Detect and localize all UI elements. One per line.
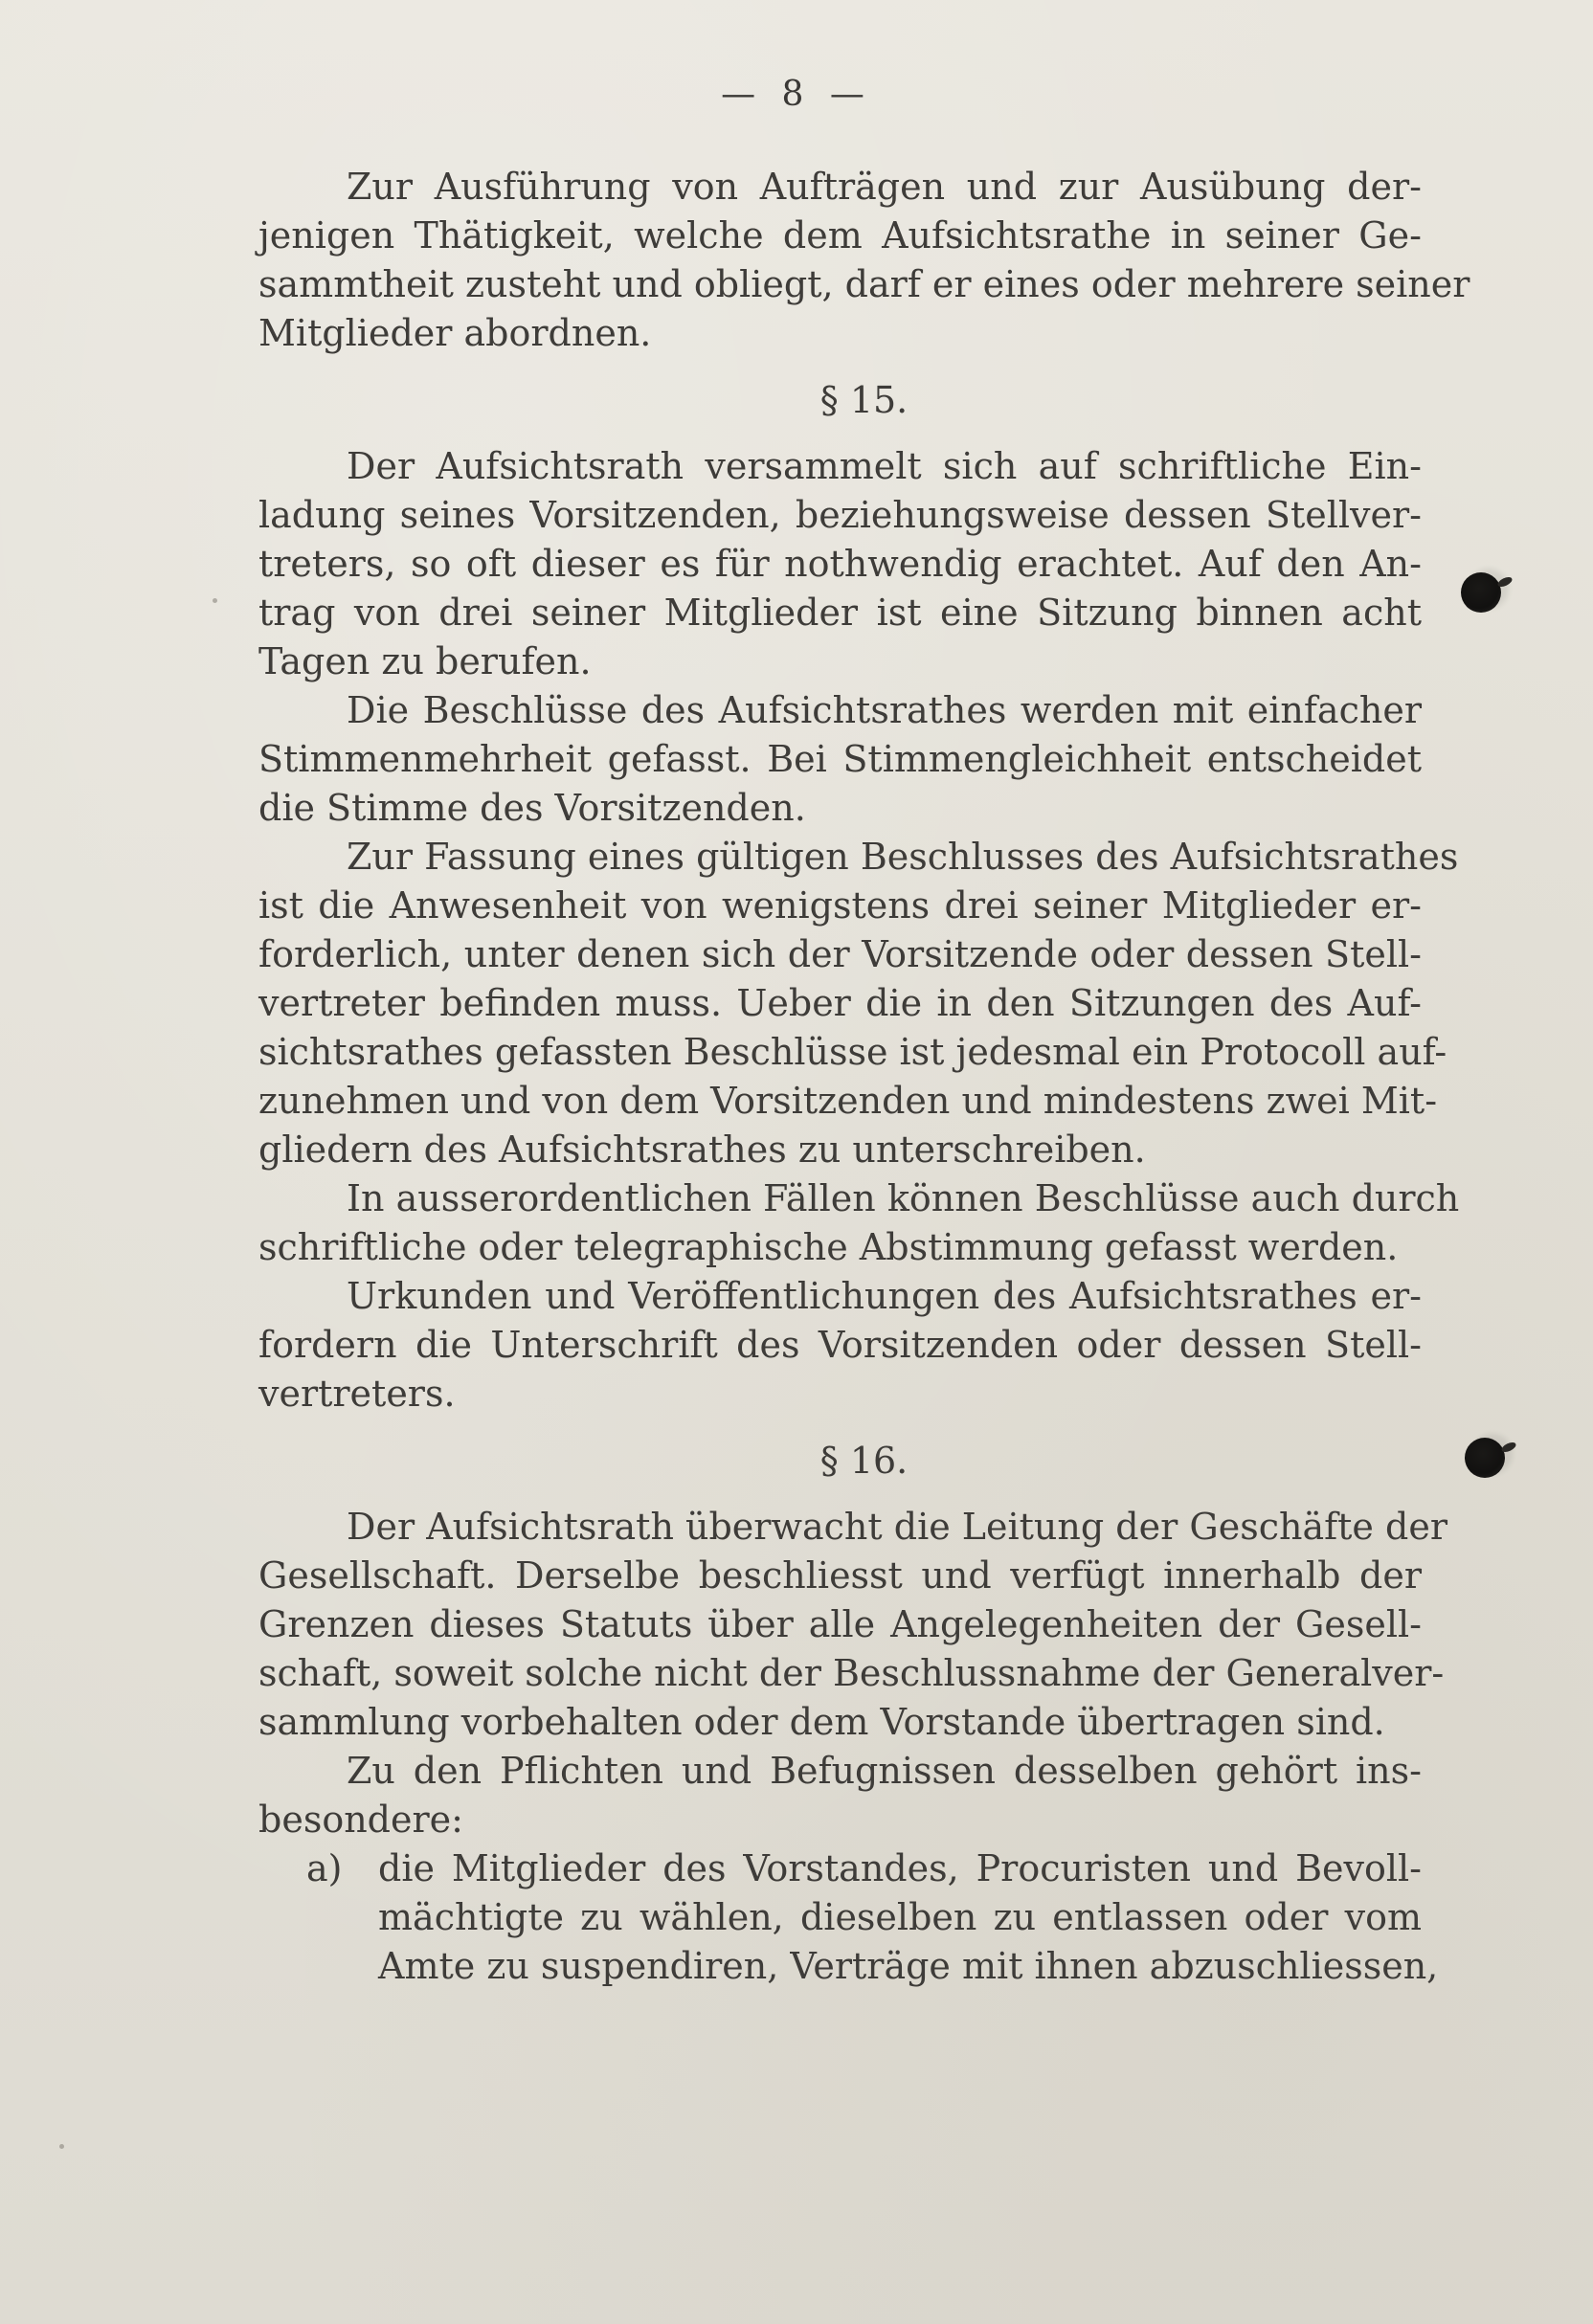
section-15-paragraph-1 (258, 442, 1422, 686)
text-line: die Stimme des Vorsitzenden. (258, 787, 806, 829)
text-line: sichtsrathes gefassten Beschlüsse ist jedesmal ein Protocoll auf- (258, 1031, 1447, 1073)
text-line: Zu den Pflichten und Befugnissen desselben gehört ins- (347, 1750, 1422, 1792)
section-15-paragraph-3 (258, 833, 1459, 1174)
text-line: die Mitglieder des Vorstandes, Procuristen und Bevoll- (378, 1847, 1422, 1889)
text-line: Gesellschaft. Derselbe beschliesst und verfügt innerhalb der (258, 1554, 1422, 1597)
text-line: sammtheit zusteht und obliegt, darf er eines oder mehrere seiner (258, 263, 1470, 305)
text-line: forderlich, unter denen sich der Vorsitzende oder dessen Stell- (258, 933, 1422, 975)
section-16-paragraph-1 (258, 1503, 1447, 1747)
text-line: Grenzen dieses Statuts über alle Angelegenheiten der Gesell- (258, 1603, 1422, 1645)
text-line: Der Aufsichtsrath überwacht die Leitung der Geschäfte der (347, 1506, 1447, 1548)
text-line: mächtigte zu wählen, dieselben zu entlassen oder vom (378, 1896, 1422, 1938)
text-line: Zur Fassung eines gültigen Beschlusses des Aufsichtsrathes (347, 836, 1459, 878)
text-line: Der Aufsichtsrath versammelt sich auf schriftliche Ein- (347, 445, 1422, 487)
punch-hole-icon (1465, 1438, 1505, 1478)
text-line: Stimmenmehrheit gefasst. Bei Stimmengleichheit entscheidet (258, 738, 1422, 780)
text-line: Urkunden und Veröffentlichungen des Aufsichtsrathes er- (347, 1275, 1422, 1317)
text-line: sammlung vorbehalten oder dem Vorstande übertragen sind. (258, 1701, 1385, 1743)
paper-speck (59, 2144, 64, 2149)
text-line: Zur Ausführung von Aufträgen und zur Ausübung der- (347, 166, 1422, 208)
text-line: besondere: (258, 1799, 463, 1841)
page-number: — 8 — (721, 75, 872, 114)
paragraph-intro (258, 163, 1470, 358)
text-line: Tagen zu berufen. (258, 640, 592, 682)
section-15-paragraph-4 (258, 1174, 1460, 1272)
text-line: treters, so oft dieser es für nothwendig erachtet. Auf den An- (258, 543, 1422, 585)
section-15-paragraph-2 (258, 686, 1422, 833)
text-line: jenigen Thätigkeit, welche dem Aufsichtsrathe in seiner Ge- (258, 214, 1422, 257)
text-line: gliedern des Aufsichtsrathes zu unterschreiben. (258, 1128, 1146, 1171)
text-line: ladung seines Vorsitzenden, beziehungsweise dessen Stellver- (258, 494, 1422, 536)
section-heading-16: § 16. (819, 1440, 909, 1482)
text-line: schaft, soweit solche nicht der Beschlussnahme der Generalver- (258, 1652, 1445, 1694)
section-15-paragraph-5 (258, 1272, 1422, 1419)
text-line: schriftliche oder telegraphische Abstimmung gefasst werden. (258, 1226, 1399, 1268)
text-line: zunehmen und von dem Vorsitzenden und mindestens zwei Mit- (258, 1080, 1438, 1122)
section-16-paragraph-2 (258, 1747, 1422, 1844)
text-line: vertreter befinden muss. Ueber die in den Sitzungen des Auf- (258, 982, 1422, 1024)
section-heading-15: § 15. (819, 379, 909, 421)
text-line: In ausserordentlichen Fällen können Beschlüsse auch durch (347, 1177, 1460, 1219)
text-line: Die Beschlüsse des Aufsichtsrathes werden mit einfacher (347, 689, 1422, 731)
text-line: Amte zu suspendiren, Verträge mit ihnen abzuschliessen, (378, 1945, 1439, 1987)
list-item-a (258, 1844, 1439, 1991)
text-line: Mitglieder abordnen. (258, 312, 652, 354)
document-body (258, 163, 1470, 1991)
punch-hole-icon (1461, 572, 1501, 613)
list-item-first-line (258, 1844, 1422, 1893)
text-line: fordern die Unterschrift des Vorsitzenden oder dessen Stell- (258, 1324, 1422, 1366)
text-line: ist die Anwesenheit von wenigstens drei seiner Mitglieder er- (258, 884, 1422, 927)
list-item-label: a) (306, 1847, 343, 1889)
text-line: vertreters. (258, 1373, 456, 1415)
text-line: trag von drei seiner Mitglieder ist eine Sitzung binnen acht (258, 592, 1422, 634)
paper-speck (213, 598, 217, 603)
